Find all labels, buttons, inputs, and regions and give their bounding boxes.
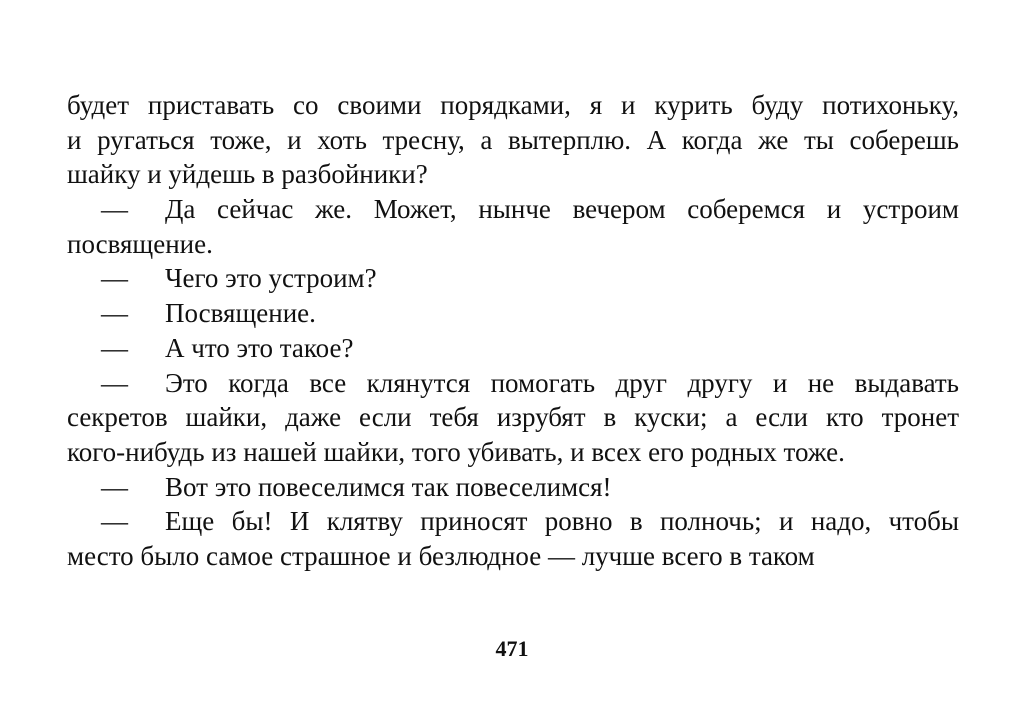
text-line: шайку и уйдешь в разбойники? <box>67 159 428 190</box>
em-dash: — <box>101 506 128 537</box>
text-line: посвящение. <box>67 228 213 259</box>
body-text <box>67 88 959 574</box>
dialogue-line: — А что это такое? <box>67 331 959 366</box>
em-dash: — <box>101 298 128 329</box>
dialogue-line: — Вот это повеселимся так повеселимся! <box>67 470 959 505</box>
dialogue-line: — Посвящение. <box>67 296 959 331</box>
dialogue-line: — Да сейчас же. Может, нынче вечером соберемся и устроим <box>67 192 959 227</box>
em-dash: — <box>101 332 128 363</box>
text-line: место было самое страшное и безлюдное — лучше всего в таком <box>67 540 815 571</box>
text-line: секретов шайки, даже если тебя изрубят в куски; а если кто тронет <box>67 402 959 433</box>
dialogue-line: — Чего это устроим? <box>67 261 959 296</box>
em-dash: — <box>101 194 128 225</box>
text-line: кого-нибудь из нашей шайки, того убивать, и всех его родных тоже. <box>67 436 845 467</box>
em-dash: — <box>101 471 128 502</box>
dialogue-line: — Еще бы! И клятву приносят ровно в полночь; и надо, чтобы <box>67 504 959 539</box>
page-number: 471 <box>495 636 529 661</box>
dialogue-line: — Это когда все клянутся помогать друг другу и не выдавать <box>67 366 959 401</box>
text-line: и ругаться тоже, и хоть тресну, а вытерплю. А когда же ты соберешь <box>67 124 959 155</box>
text-line: будет приставать со своими порядками, я и курить буду потихоньку, <box>67 90 959 120</box>
em-dash: — <box>101 263 128 294</box>
em-dash: — <box>101 367 128 398</box>
